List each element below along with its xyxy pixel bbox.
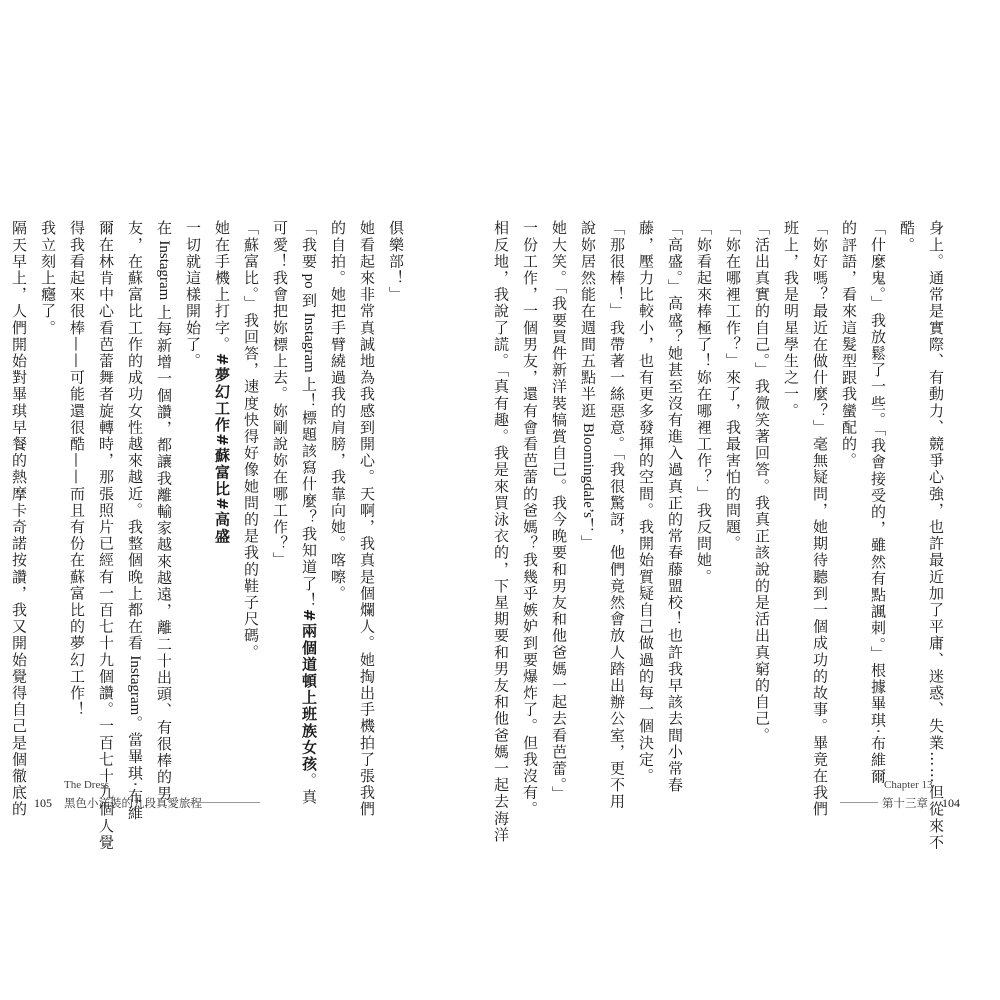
text-segment: Instagram [127, 651, 143, 716]
text-segment: 友，在蘇富比工作的成功女性越來越近。我整個晚上都在看 [126, 220, 144, 652]
text-line [834, 220, 863, 760]
text-line [544, 220, 573, 803]
text-segment: 上！標題該寫什麼？我知道了！ [300, 376, 318, 609]
text-line [863, 220, 892, 785]
text-line [747, 220, 776, 760]
text-line [323, 220, 352, 760]
text-segment: 「妳好嗎？最近在做什麼？」毫無疑問，她期待聽到一個成功的故事。畢竟在我們 [811, 220, 829, 818]
text-segment: 她大笑。「我要買件新洋裝犒賞自己。我今晚要和男友和他爸媽一起去看芭蕾。」 [550, 220, 568, 803]
text-line [515, 220, 544, 818]
text-segment: 一份工作，一個男友，還有會看芭蕾的爸媽？我幾乎嫉妒到要爆炸了。但我沒有。 [521, 220, 539, 818]
text-segment: 爾在林肯中心看芭蕾舞者旋轉時，那張照片已經有一百七十九個讚。一百七十九個人覺 [97, 220, 115, 851]
text-segment: 。當畢琪‧布維 [126, 715, 144, 822]
text-line [149, 220, 178, 803]
text-segment: 「那很棒！」我帶著一絲惡意。「我很驚訝，他們竟然會放人踏出辦公室，更不用 [608, 220, 626, 811]
running-header-chapter-zh: 第十三章 [882, 796, 928, 810]
text-line [62, 220, 91, 760]
text-segment: 「高盛。」高盛？她甚至沒有進入過真正的常春藤盟校！也許我早該去間小常春 [666, 220, 684, 794]
text-segment: 的自拍。她把手臂繞過我的肩膀，我靠向她。喀嚓。 [329, 220, 347, 602]
hashtag-text: #夢幻工作#蘇富比#高盛 [213, 352, 231, 545]
text-segment: 我立刻上癮了。 [39, 220, 57, 337]
text-segment: ！」 [579, 517, 597, 552]
text-line [631, 220, 660, 785]
text-segment: 。真 [300, 772, 318, 806]
page-number-left: 105 [34, 796, 52, 810]
text-segment: 一切就這樣開始了。 [184, 220, 202, 370]
text-line [4, 220, 33, 818]
text-line [921, 220, 950, 851]
text-segment: 藤，壓力比較小，也有更多發揮的空間。我開始質疑自己做過的每一個決定。 [637, 220, 655, 785]
text-segment: 上每新增一個讚，都讓我離輸家越來越遠，離二十出頭、有很棒的男 [155, 304, 173, 803]
text-line [120, 220, 149, 822]
text-line [381, 220, 410, 760]
text-segment: 得我看起來很棒——可能還很酷——而且有份在蘇富比的夢幻工作！ [68, 220, 86, 718]
text-segment: 說妳居然能在週間五點半逛 [579, 220, 597, 420]
text-segment: 她看起來非常真誠地為我感到開心。天啊，我真是個爛人。她掏出手機拍了張我們 [358, 220, 376, 818]
text-segment: 「我要 [300, 220, 318, 270]
text-line [660, 220, 689, 794]
text-segment: 的評語，看來這髮型跟我蠻配的。 [840, 220, 858, 469]
text-line [573, 220, 602, 760]
text-segment: Bloomingdale’s [580, 419, 596, 518]
page-number-right: 104 [942, 796, 960, 810]
text-segment: 身上。通常是實際、有動力、競爭心強，也許最近加了平庸、迷惑、失業……但從來不 [927, 220, 945, 851]
text-segment: 班上，我是明星學生之一。 [782, 220, 800, 420]
text-line [776, 220, 805, 760]
text-segment: Instagram [156, 236, 172, 305]
text-line [602, 220, 631, 811]
text-segment: 俱樂部！」 [387, 220, 405, 303]
text-segment: 酷。 [898, 220, 916, 254]
footer-rule-right [840, 802, 878, 803]
text-segment: 隔天早上，人們開始對畢琪早餐的熱摩卡奇諾按讚，我又開始覺得自己是個徹底的 [10, 220, 28, 818]
text-segment: 「活出真實的自己。」我微笑著回答。我真正該說的是活出真窮的自己。 [753, 220, 771, 744]
text-line [207, 220, 236, 760]
text-line [486, 220, 515, 844]
text-line [294, 220, 323, 806]
running-header-book-title-en: The Dress [64, 779, 109, 791]
text-line [892, 220, 921, 760]
text-line [236, 220, 265, 760]
text-segment: po [301, 269, 317, 293]
text-segment: Instagram [301, 308, 317, 377]
text-segment: 到 [300, 292, 318, 309]
text-segment: 「什麼鬼。」我放鬆了一些。「我會接受的，雖然有點諷刺。」根據畢琪‧布維爾 [869, 220, 887, 785]
text-segment: 可愛！我會把妳標上去。妳剛說妳在哪工作？」 [271, 220, 289, 569]
text-segment: 「蘇富比。」我回答，速度快得好像她問的是我的鞋子尺碼。 [242, 220, 260, 661]
text-line [33, 220, 62, 760]
right-page [492, 0, 1000, 1000]
text-line [689, 220, 718, 760]
text-segment: 相反地，我說了謊。「真有趣。我是來買泳衣的，下星期要和男友和他爸媽一起去海洋 [492, 220, 510, 844]
running-header-book-title-zh: 黑色小洋裝的九段真愛旅程 [64, 796, 202, 810]
footer-rule-left [190, 802, 260, 803]
text-segment: 她在手機上打字。 [213, 220, 231, 353]
hashtag-text: #兩個道頓上班族女孩 [300, 608, 318, 773]
text-line [265, 220, 294, 760]
text-segment: 在 [155, 220, 173, 237]
text-segment: 「妳看起來棒極了！妳在哪裡工作？」我反問她。 [695, 220, 713, 586]
text-segment: 「妳在哪裡工作？」來了，我最害怕的問題。 [724, 220, 742, 552]
text-line [352, 220, 381, 818]
text-line [718, 220, 747, 760]
running-header-chapter-en: Chapter 13 [884, 779, 933, 791]
text-line [178, 220, 207, 760]
text-line [91, 220, 120, 851]
text-line [805, 220, 834, 818]
